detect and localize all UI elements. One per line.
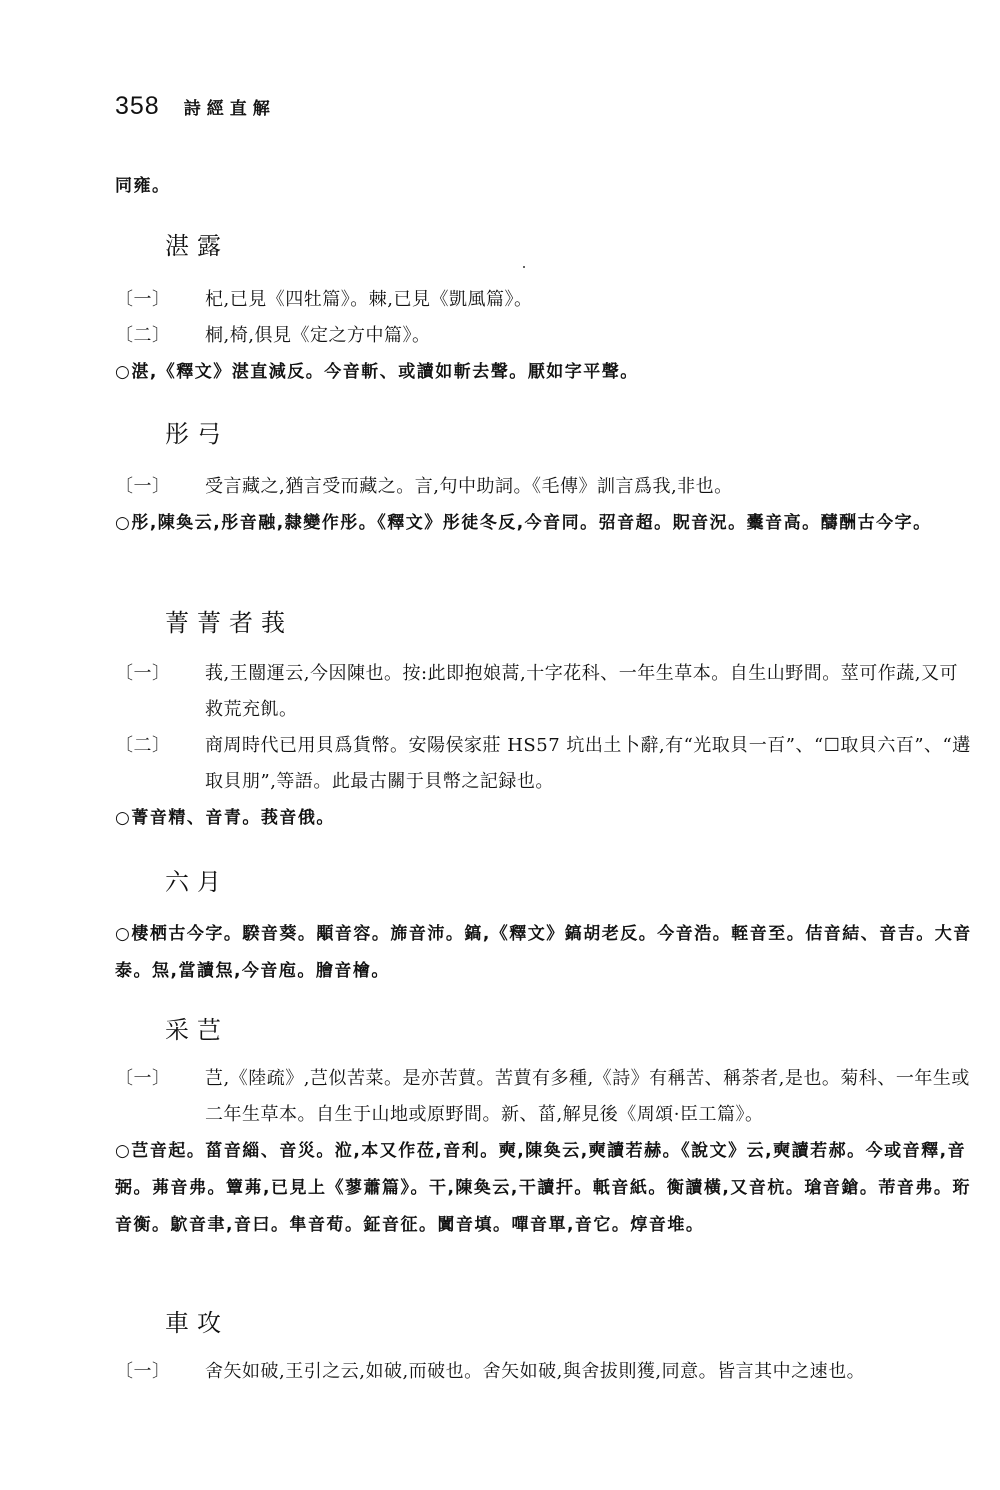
- annotation-index: 〔一〕: [115, 476, 171, 497]
- annotation-item: [115, 656, 975, 728]
- annotation-text: 受言藏之,猶言受而藏之。言,句中助詞。《毛傳》訓言爲我,非也。: [205, 476, 733, 497]
- annotation-item: [115, 728, 975, 800]
- book-title: 詩經直解: [183, 99, 276, 119]
- section-title: 車攻: [165, 1309, 229, 1337]
- section-title: 六月: [165, 868, 229, 896]
- pronunciation-note: ○湛,《釋文》湛直減反。今音斬、或讀如斬去聲。厭如字平聲。: [115, 362, 639, 382]
- intro-note: 同雍。: [115, 176, 171, 196]
- section-body: [115, 1354, 975, 1390]
- section-body: [115, 469, 975, 542]
- annotation-item: [115, 1354, 975, 1390]
- annotation-text: 舍矢如破,王引之云,如破,而破也。舍矢如破,與舍拔則獲,同意。皆言其中之速也。: [205, 1361, 866, 1382]
- page-header: [115, 92, 276, 128]
- annotation-item: [115, 318, 975, 354]
- annotation-text: 商周時代已用貝爲貨幣。安陽侯家莊 HS57 坑出土卜辭,有“光取貝一百”、“☐取貝六百”、“遘取貝朋”,等語。此最古關于貝幣之記録也。: [205, 735, 971, 792]
- page-number: 358: [115, 92, 160, 120]
- annotation-text: 杞,已見《四牡篇》。棘,已見《凱風篇》。: [205, 289, 533, 310]
- section-title: 彤弓: [165, 420, 229, 448]
- annotation-index: 〔一〕: [115, 289, 171, 310]
- annotation-item: [115, 1061, 975, 1133]
- annotation-index: 〔一〕: [115, 1361, 171, 1382]
- pronunciation-note: ○菁音精、音青。莪音俄。: [115, 808, 335, 828]
- annotation-text: 莪,王闓運云,今因陳也。按:此即抱娘蒿,十字花科、一年生草本。自生山野間。莖可作蔬,又可救荒充飢。: [205, 663, 958, 720]
- annotation-index: 〔一〕: [115, 1068, 171, 1089]
- stray-mark: [523, 266, 525, 268]
- annotation-item: [115, 282, 975, 318]
- annotation-index: 〔二〕: [115, 325, 171, 346]
- annotation-text: 桐,椅,俱見《定之方中篇》。: [205, 325, 431, 346]
- annotation-text: 芑,《陸疏》,芑似苦菜。是亦苦蕒。苦蕒有多種,《詩》有稱苦、稱荼者,是也。菊科、一年生或二年生草本。自生于山地或原野間。新、菑,解見後《周頌·臣工篇》。: [205, 1068, 970, 1125]
- pronunciation-note: ○彤,陳奐云,彤音融,隸變作彤。《釋文》彤徒冬反,今音同。弨音超。貺音況。櫜音高。醻酬古今字。: [115, 513, 932, 533]
- annotation-index: 〔一〕: [115, 663, 171, 684]
- annotation-index: 〔二〕: [115, 735, 171, 756]
- annotation-item: [115, 469, 975, 505]
- section-body: [115, 1061, 975, 1244]
- pronunciation-note: ○芑音起。菑音緇、音災。涖,本又作莅,音利。奭,陳奐云,奭讀若赫。《說文》云,奭讀若郝。今或音釋,音弼。茀音弗。簟茀,已見上《蓼蕭篇》。干,陳奐云,干讀扞。軝音紙。衡讀橫,又音杭。瑲音鎗。芾音弗。珩音衡。鴥音聿,音曰。隼音荀。鉦音征。闐音填。嘽音單,音它。焞音堆。: [115, 1141, 971, 1235]
- section-body: [115, 282, 975, 391]
- section-title: 菁菁者莪: [165, 609, 293, 637]
- pronunciation-note: ○棲栖古今字。騤音葵。顒音容。旆音沛。鎬,《釋文》鎬胡老反。今音浩。輊音至。佶音結、音吉。大音泰。炰,當讀炰,今音庖。膾音檜。: [115, 924, 972, 981]
- section-title: 湛露: [165, 232, 229, 260]
- intro-block: [115, 168, 975, 205]
- section-body: [115, 656, 975, 837]
- section-body: [115, 916, 975, 990]
- section-title: 采芑: [165, 1016, 229, 1044]
